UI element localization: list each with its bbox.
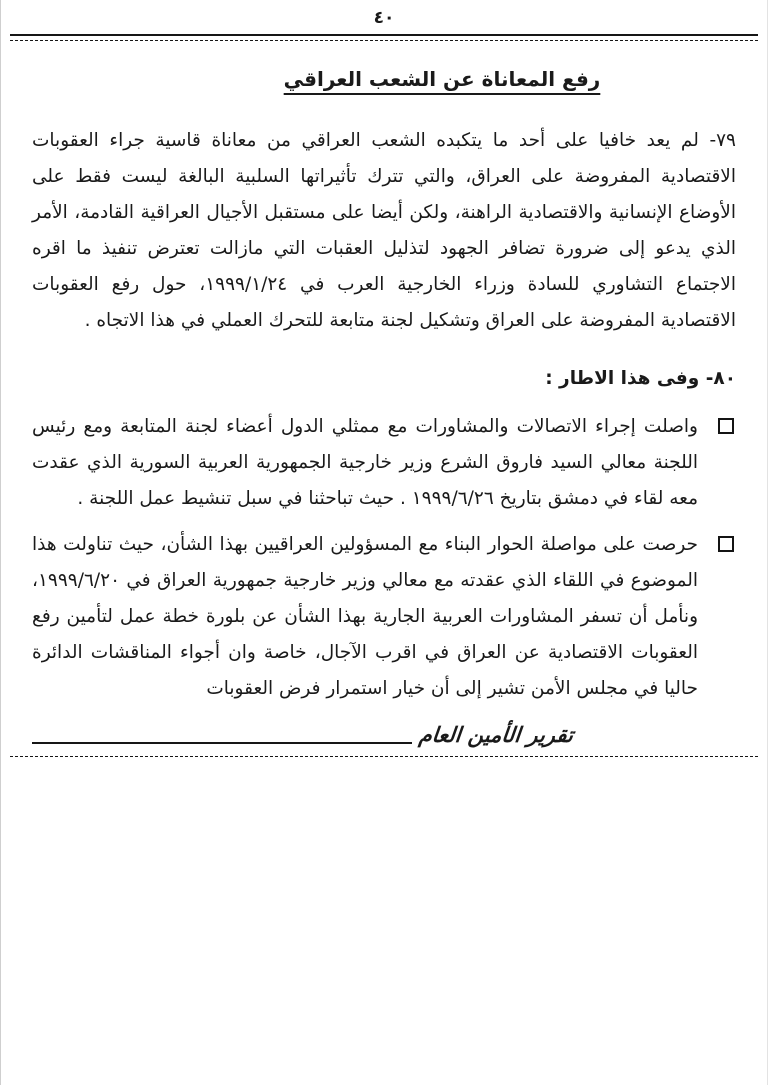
- paragraph-80-number: ٨٠-: [705, 368, 736, 389]
- paragraph-79-number: ٧٩-: [709, 130, 736, 151]
- list-item-text: واصلت إجراء الاتصالات والمشاورات مع ممثلي الدول أعضاء لجنة المتابعة ومع رئيس اللجنة معالي السيد فاروق الشرع وزير خارجية الجمهورية العربية السورية الذي عقدت معه لقاء في دمشق بتاريخ ١٩٩٩/٦/٢٦ . حيث تباحثنا في سبل تنشيط عمل اللجنة .: [32, 416, 698, 509]
- list-item: [32, 409, 736, 517]
- paragraph-79-text: لم يعد خافيا على أحد ما يتكبده الشعب العراقي من معاناة قاسية جراء العقوبات الاقتصادية المفروضة على العراق، والتي تترك تأثيراتها السلبية البالغة ليست فقط على الأوضاع الإنسانية والاقتصادية الراهنة، ولكن أيضا على مستقبل الأجيال العراقية القادمة، الأمر الذي يدعو إلى ضرورة تضافر الجهود لتذليل العقبات التي مازالت تعترض تنفيذ ما اقره الاجتماع التشاوري للسادة وزراء الخارجية العرب في ١٩٩٩/١/٢٤، حول رفع العقوبات الاقتصادية المفروضة على العراق وتشكيل لجنة متابعة للتحرك العملي في هذا الاتجاه .: [32, 130, 736, 331]
- list-item: [32, 527, 736, 707]
- document-body: [32, 61, 736, 707]
- handwritten-signature: تقرير الأمين العام: [417, 723, 575, 747]
- paragraph-79: [32, 123, 736, 339]
- footer-divider-dashed-line: [10, 756, 758, 757]
- page-footer: [32, 723, 736, 771]
- top-divider-solid-line: [10, 34, 758, 36]
- page-number: ٤٠: [373, 8, 395, 28]
- square-bullet-icon: [718, 536, 734, 552]
- list-item-text: حرصت على مواصلة الحوار البناء مع المسؤولين العراقيين بهذا الشأن، حيث تناولت هذا الموضوع في اللقاء الذي عقدته مع معالي وزير خارجية جمهورية العراق في ١٩٩٩/٦/٢٠، ونأمل أن تسفر المشاورات العربية الجارية بهذا الشأن عن بلورة خطة عمل لتأمين رفع العقوبات الاقتصادية عن العراق في اقرب الآجال، خاصة وان أجواء المناقشات الدائرة حاليا في مجلس الأمن تشير إلى أن خيار استمرار فرض العقوبات: [32, 534, 698, 699]
- top-divider-dashed-line: [10, 40, 758, 41]
- paragraph-80-heading: وفى هذا الاطار :: [545, 368, 700, 389]
- section-title: رفع المعاناة عن الشعب العراقي: [283, 67, 601, 91]
- top-divider: [10, 34, 758, 41]
- footer-divider-solid-line: [32, 742, 412, 744]
- square-bullet-icon: [718, 418, 734, 434]
- paragraph-80: [32, 361, 736, 397]
